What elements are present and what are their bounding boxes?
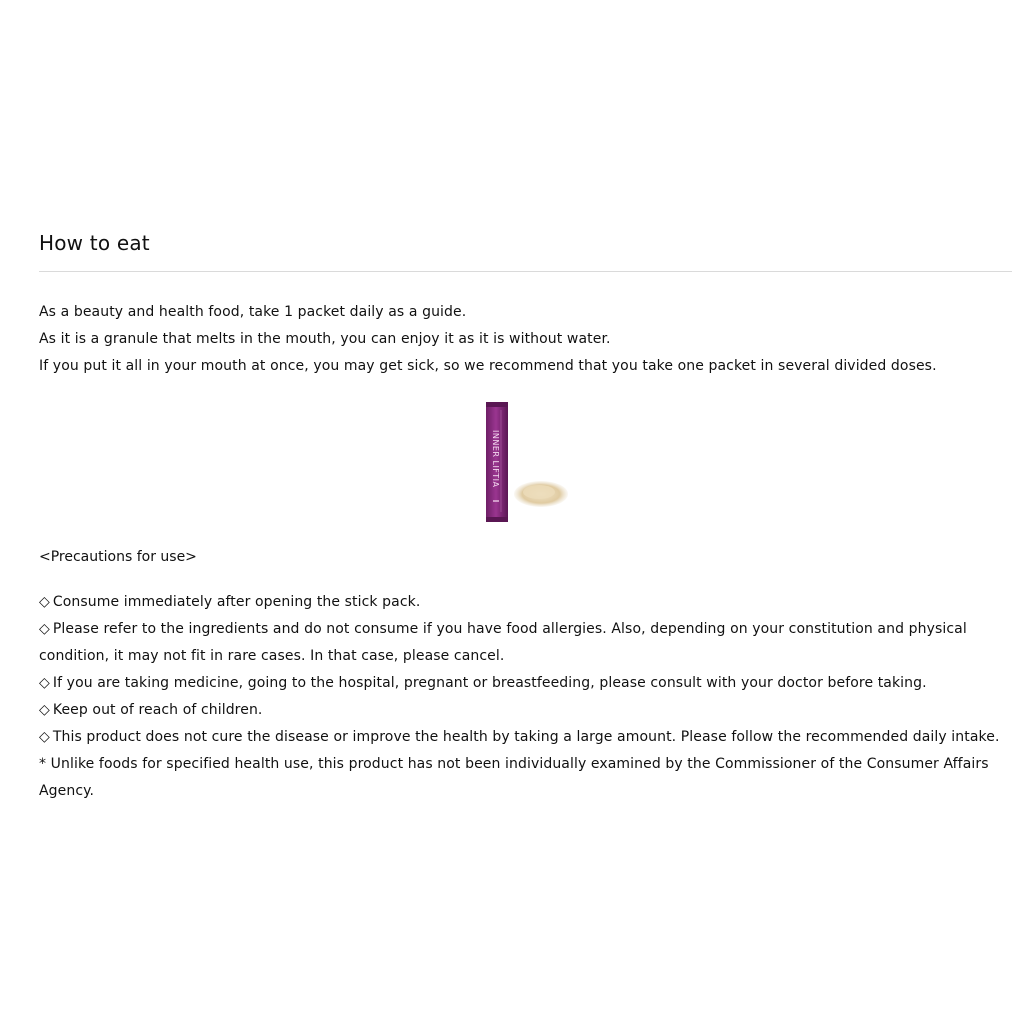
instruction-line: As it is a granule that melts in the mouth, you can enjoy it as it is without water. xyxy=(39,331,611,347)
stick-pack xyxy=(486,402,508,522)
precaution-footnote: * Unlike foods for specified health use, this product has not been individually examined by the Commissioner of the Consumer Affairs Agency. xyxy=(39,756,989,799)
precautions-heading: <Precautions for use> xyxy=(39,549,197,565)
title-divider xyxy=(39,271,1012,272)
precaution-text: If you are taking medicine, going to the hospital, pregnant or breastfeeding, please consult with your doctor before taking. xyxy=(52,675,927,691)
stick-brand-text: INNER LIFTIA xyxy=(491,430,500,488)
diamond-bullet-icon: ◇ xyxy=(39,702,50,718)
precaution-item xyxy=(39,724,1012,751)
precaution-item xyxy=(39,697,1012,724)
instruction-line: If you put it all in your mouth at once, you may get sick, so we recommend that you take one packet in several divided doses. xyxy=(39,358,937,374)
diamond-bullet-icon: ◇ xyxy=(39,621,50,637)
precautions-list xyxy=(39,589,1012,805)
diamond-bullet-icon: ◇ xyxy=(39,729,50,745)
product-stick-pack-illustration xyxy=(476,400,576,524)
granule-pile xyxy=(514,481,568,507)
instruction-line: As a beauty and health food, take 1 packet daily as a guide. xyxy=(39,304,467,320)
precaution-item xyxy=(39,589,1012,616)
how-to-eat-section xyxy=(39,227,1012,805)
precaution-text: Consume immediately after opening the stick pack. xyxy=(52,594,421,610)
diamond-bullet-icon: ◇ xyxy=(39,594,50,610)
how-to-eat-text xyxy=(39,299,1012,380)
precaution-text: Keep out of reach of children. xyxy=(52,702,263,718)
precaution-item xyxy=(39,670,1012,697)
precaution-text: Please refer to the ingredients and do not consume if you have food allergies. Also, depending on your constitution and physical condition, it may not fit in rare cases. In that case, please cancel. xyxy=(39,621,967,664)
precaution-item xyxy=(39,616,1012,670)
diamond-bullet-icon: ◇ xyxy=(39,675,50,691)
precaution-text: This product does not cure the disease or improve the health by taking a large amount. Please follow the recommended daily intake. xyxy=(52,729,1000,745)
section-title: How to eat xyxy=(39,231,150,255)
product-image xyxy=(39,400,1012,524)
